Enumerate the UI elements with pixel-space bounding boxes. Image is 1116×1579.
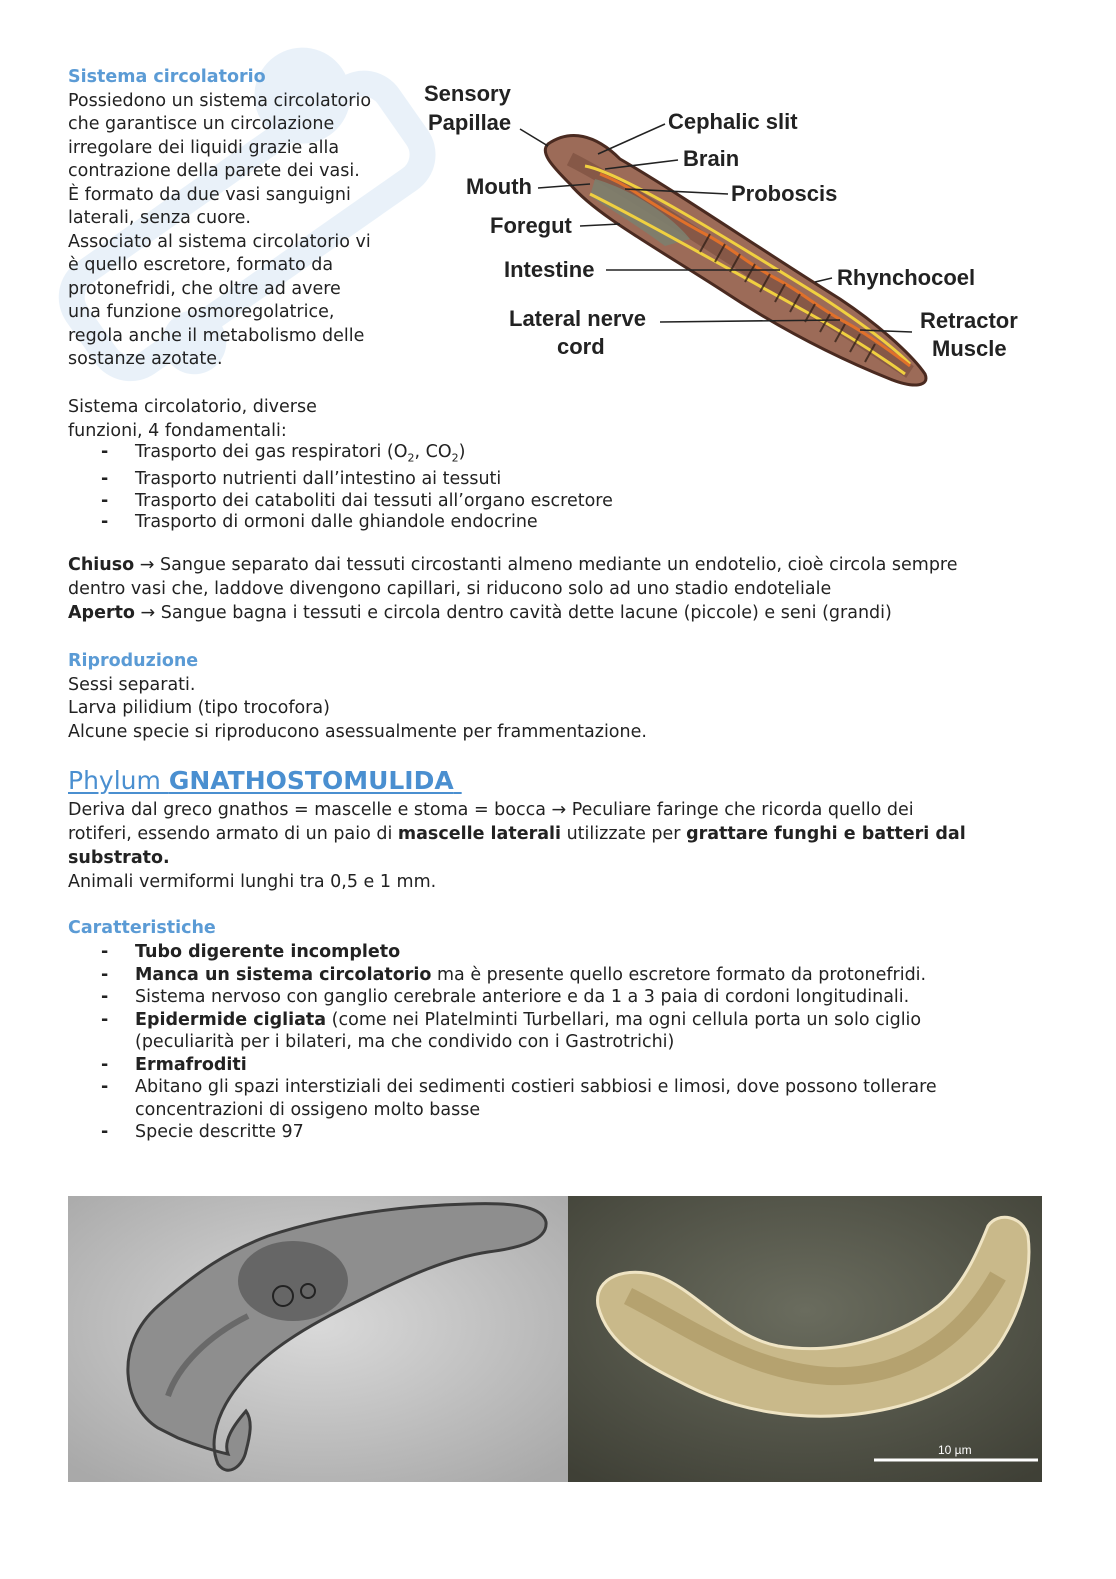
list-item: - Trasporto nutrienti dall’intestino ai tessuti [101, 469, 502, 489]
functions-intro-1: Sistema circolatorio, diverse [68, 397, 317, 417]
list-item: - Ermafroditi [101, 1054, 247, 1075]
paragraph-line: Possiedono un sistema circolatorio [68, 90, 372, 111]
list-item: - Trasporto dei gas respiratori ($O_2$, $CO_2$) [101, 442, 466, 465]
scale-bar-label: 10 µm [938, 1443, 972, 1457]
label-sensory: Sensory [424, 81, 511, 106]
nemertean-anatomy-diagram [420, 74, 1040, 394]
paragraph-line: regola anche il metabolismo delle [68, 325, 365, 346]
paragraph-line: protonefridi, che oltre ad avere [68, 278, 341, 299]
phylum-desc-line: Animali vermiformi lunghi tra 0,5 e 1 mm. [68, 872, 437, 892]
list-item: - Tubo digerente incompleto [101, 942, 401, 962]
repro-line: Alcune specie si riproducono asessualmente per frammentazione. [68, 721, 647, 742]
list-item: - Trasporto dei cataboliti dai tessuti all’organo escretore [101, 490, 613, 511]
list-item: - Epidermide cigliata (come nei Platelminti Turbellari, ma ogni cellula porta un solo ciglio (peculiarità per i bilateri, ma che condivido con i Gastrotrichi) [101, 1009, 922, 1052]
circulatory-paragraph [68, 90, 408, 372]
label-rhynchocoel: Rhynchocoel [837, 265, 976, 290]
section-title-circulatory: Sistema circolatorio [68, 67, 266, 87]
section-title-reproduction: Riproduzione [68, 651, 199, 671]
paragraph-line: irregolare dei liquidi grazie alla [68, 137, 340, 158]
micrograph-right [568, 1196, 1042, 1482]
list-item: - Specie descritte 97 [101, 1122, 304, 1142]
label-cephalic-slit: Cephalic slit [668, 109, 798, 134]
list-item: - Trasporto di ormoni dalle ghiandole endocrine [101, 512, 538, 532]
repro-line: Larva pilidium (tipo trocofora) [68, 698, 330, 718]
label-mouth: Mouth [466, 174, 532, 199]
label-intestine: Intestine [504, 257, 595, 282]
micrograph-left [68, 1196, 568, 1482]
label-proboscis: Proboscis [731, 181, 838, 206]
label-lateral-nerve: Lateral nerve [509, 306, 646, 331]
characteristics-list [68, 941, 1078, 1144]
paragraph-line: È formato da due vasi sanguigni [68, 184, 351, 205]
label-retractor: Retractor [920, 308, 1018, 333]
label-brain: Brain [683, 146, 740, 171]
label-cord: cord [557, 334, 605, 359]
paragraph-line: contrazione della parete dei vasi. [68, 161, 360, 181]
label-foregut: Foregut [490, 213, 572, 238]
list-item: - Manca un sistema circolatorio ma è presente quello escretore formato da protonefridi. [101, 964, 927, 985]
phylum-heading: Phylum GNATHOSTOMULIDA [68, 766, 454, 795]
paragraph-line: è quello escretore, formato da [68, 255, 334, 275]
functions-list [68, 442, 1068, 534]
phylum-desc-line: rotiferi, essendo armato di un paio di mascelle laterali utilizzate per grattare funghi e batteri dal [68, 824, 966, 844]
paragraph-line: sostanze azotate. [68, 349, 223, 369]
label-papillae: Papillae [428, 110, 512, 135]
paragraph-line: laterali, senza cuore. [68, 208, 251, 228]
repro-line: Sessi separati. [68, 674, 196, 695]
functions-intro-2: funzioni, 4 fondamentali: [68, 420, 287, 441]
paragraph-line: Associato al sistema circolatorio vi [68, 231, 371, 252]
paragraph-line: una funzione osmoregolatrice, [68, 302, 335, 322]
closed-system-text-cont: dentro vasi che, laddove divengono capillari, si riducono solo ad uno stadio endoteliale [68, 579, 832, 599]
section-title-characteristics: Caratteristiche [68, 918, 216, 938]
closed-system-text: Chiuso → Sangue separato dai tessuti circostanti almeno mediante un endotelio, cioè circola sempre [68, 555, 958, 575]
label-muscle: Muscle [932, 336, 1007, 361]
phylum-desc-line: substrato. [68, 848, 170, 868]
paragraph-line: che garantisce un circolazione [68, 114, 335, 134]
open-system-text: Aperto → Sangue bagna i tessuti e circola dentro cavità dette lacune (piccole) e seni (grandi) [68, 603, 892, 623]
phylum-desc-line: Deriva dal greco gnathos = mascelle e stoma = bocca → Peculiare faringe che ricorda quello dei [68, 800, 914, 820]
list-item: - Sistema nervoso con ganglio cerebrale anteriore e da 1 a 3 paia di cordoni longitudinali. [101, 987, 910, 1007]
list-item: - Abitano gli spazi interstiziali dei sedimenti costieri sabbiosi e limosi, dove possono tollerare concentrazioni di ossigeno molto basse [101, 1077, 937, 1120]
